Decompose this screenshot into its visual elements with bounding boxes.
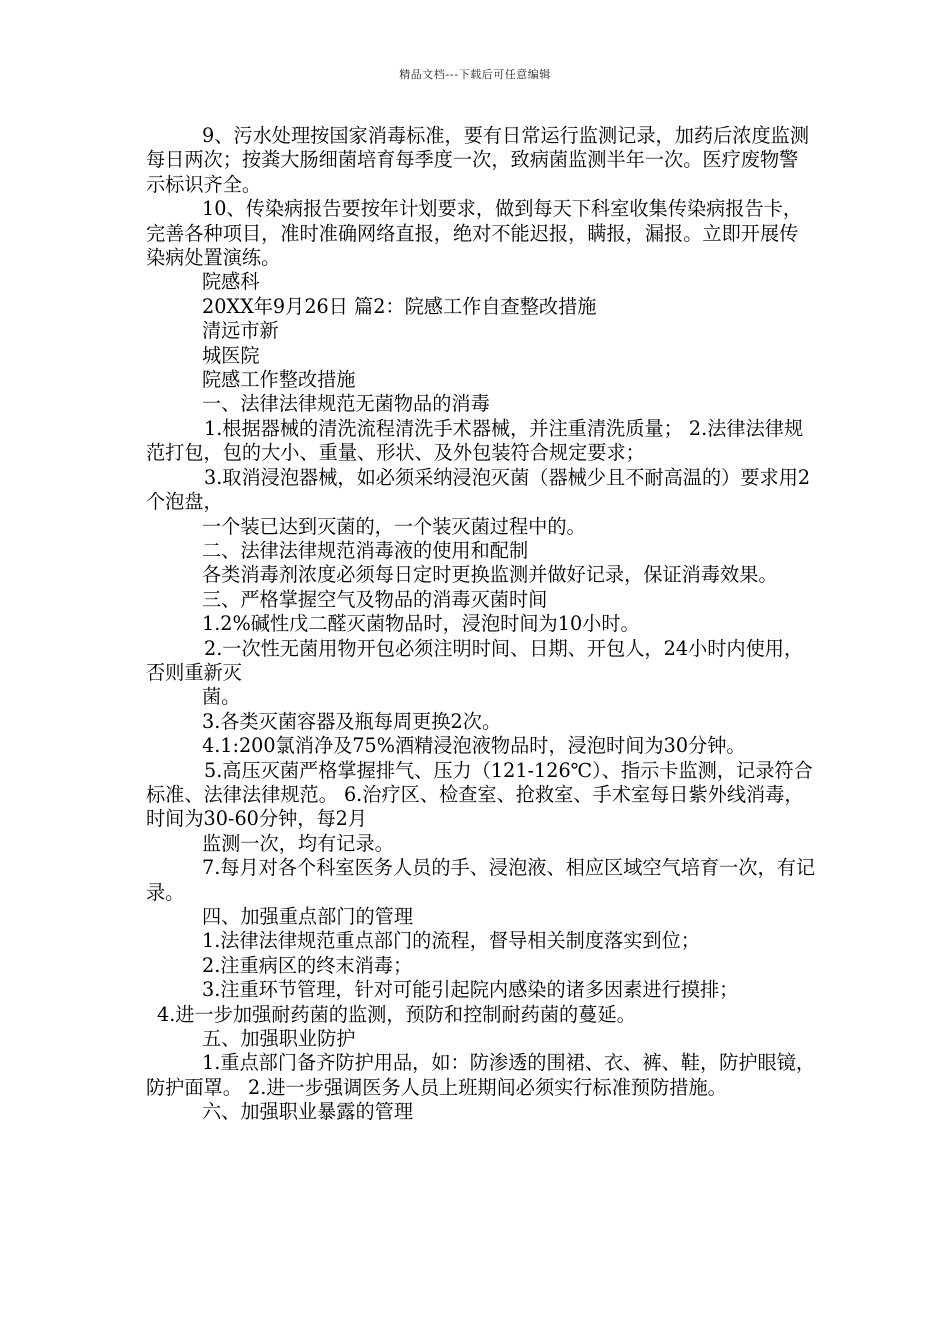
paragraph: 2.一次性无菌用物开包必须注明时间、日期、开包人，24小时内使用，否则重新灭 <box>146 636 804 684</box>
paragraph: 4.进一步加强耐药菌的监测，预防和控制耐药菌的蔓延。 <box>157 1002 636 1026</box>
paragraph: 3.取消浸泡器械，如必须采纳浸泡灭菌（器械少且不耐高温的）要求用2个泡盘， <box>146 465 811 514</box>
paragraph: 9、污水处理按国家消毒标准，要有日常运行监测记录，加药后浓度监测每日两次；按粪大肠细菌培育每季度一次，致病菌监测半年一次。医疗废物警示标识齐全。 <box>146 124 810 196</box>
paragraph: 10、传染病报告要按年计划要求，做到每天下科室收集传染病报告卡，完善各种项目，准时准确网络直报，绝对不能迟报，瞒报，漏报。立即开展传染病处置演练。 <box>146 197 803 270</box>
section-heading: 六、加强职业暴露的管理 <box>202 1100 414 1124</box>
paragraph: 院感工作整改措施 <box>202 368 356 392</box>
section-heading: 五、加强职业防护 <box>202 1027 356 1051</box>
page-header: 精品文档---下载后可任意编辑 <box>399 68 551 81</box>
section-heading: 二、法律法律规范消毒液的使用和配制 <box>202 538 529 562</box>
paragraph: 20XX年9月26日 篇2：院感工作自查整改措施 <box>202 294 597 318</box>
paragraph: 菌。 <box>202 685 241 709</box>
paragraph: 3.注重环节管理，针对可能引起院内感染的诸多因素进行摸排； <box>202 978 739 1002</box>
paragraph: 2.注重病区的终末消毒； <box>202 953 413 977</box>
paragraph: 院感科 <box>202 270 260 294</box>
paragraph: 清远市新 <box>202 319 279 343</box>
paragraph: 一个装已达到灭菌的，一个装灭菌过程中的。 <box>202 514 586 538</box>
paragraph: 1.重点部门备齐防护用品，如：防渗透的围裙、衣、裤、鞋，防护眼镜，防护面罩。 2.进一步强调医务人员上班期间必须实行标准预防措施。 <box>146 1051 816 1099</box>
paragraph: 3.各类灭菌容器及瓶每周更换2次。 <box>202 709 502 733</box>
paragraph: 1.根据器械的清洗流程清洗手术器械，并注重清洗质量； 2.法律法律规范打包，包的大小、重量、形状、及外包装符合规定要求； <box>146 416 804 465</box>
document-body <box>146 124 816 1125</box>
paragraph: 5.高压灭菌严格掌握排气、压力（121-126℃）、指示卡监测，记录符合标准、法律法律规范。 6.治疗区、检查室、抢救室、手术室每日紫外线消毒，时间为30-60分钟，每2月 <box>146 758 813 831</box>
section-heading: 三、严格掌握空气及物品的消毒灭菌时间 <box>202 587 548 611</box>
paragraph: 城医院 <box>202 343 260 367</box>
paragraph: 监测一次，均有记录。 <box>202 831 394 855</box>
paragraph: 各类消毒剂浓度必须每日定时更换监测并做好记录，保证消毒效果。 <box>202 563 778 587</box>
paragraph: 1.2%碱性戊二醛灭菌物品时，浸泡时间为10小时。 <box>202 612 640 636</box>
section-heading: 一、法律法律规范无菌物品的消毒 <box>202 392 490 416</box>
paragraph: 4.1:200氯消净及75%酒精浸泡液物品时，浸泡时间为30分钟。 <box>202 734 746 758</box>
section-heading: 四、加强重点部门的管理 <box>202 905 414 928</box>
paragraph: 1.法律法律规范重点部门的流程，督导相关制度落实到位； <box>202 929 700 953</box>
paragraph: 7.每月对各个科室医务人员的手、浸泡液、相应区域空气培育一次，有记录。 <box>146 856 816 904</box>
